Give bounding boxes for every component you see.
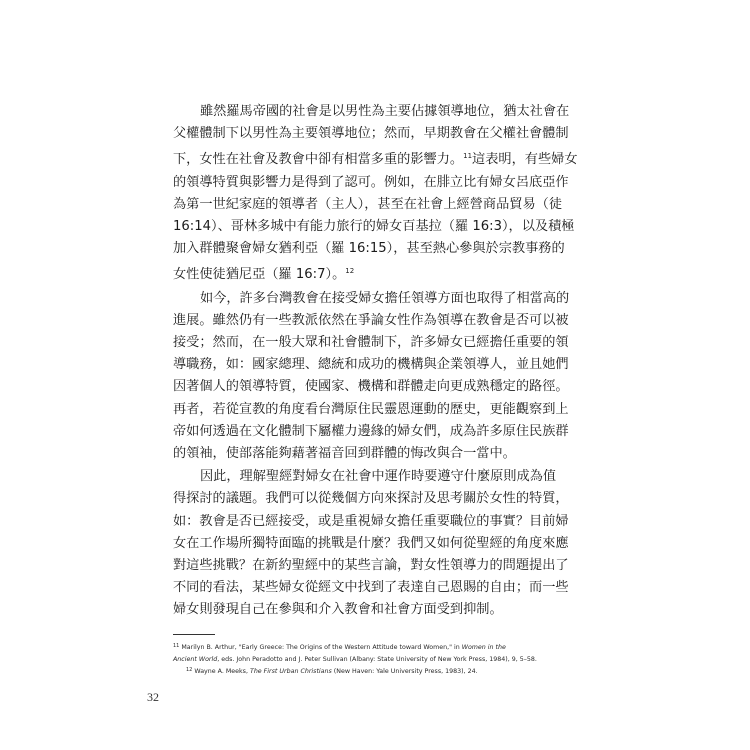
footnote-11 <box>173 641 593 654</box>
text-segment: 女性使徒猶尼亞（羅 16:7）。 <box>173 267 346 283</box>
paragraph-2 <box>173 288 583 466</box>
text-line: 再者，若從宣教的角度看台灣原住民靈恩運動的歷史，更能觀察到上 <box>173 401 569 417</box>
footnote-11-cont <box>173 654 593 666</box>
text-line: 如：教會是否已經接受，或是重視婦女擔任重要職位的事實？目前婦 <box>173 513 569 529</box>
body-text <box>173 101 583 622</box>
footnote-12 <box>173 665 593 678</box>
paragraph-1 <box>173 101 583 287</box>
footnote-number: 11 <box>173 643 180 649</box>
text-line: 為第一世紀家庭的領導者（主人），甚至在社會上經營商品貿易（徒 <box>173 196 563 212</box>
footnote-title: Ancient World <box>173 655 218 663</box>
text-line: 對這些挑戰？在新約聖經中的某些言論，對女性領導力的問題提出了 <box>173 558 569 574</box>
footnote-text: Wayne A. Meeks, <box>194 668 250 675</box>
text-line: 不同的看法，某些婦女從經文中找到了表達自己恩賜的自由；而一些 <box>173 580 569 596</box>
text-line: 婦女則發現自己在參與和介入教會和社會方面受到抑制。 <box>173 602 503 618</box>
text-line: 導職務，如：國家總理、總統和成功的機構與企業領導人，並且她們 <box>173 357 569 373</box>
text-line: 進展。雖然仍有一些教派依然在爭論女性作為領導在教會是否可以被 <box>173 312 569 328</box>
paragraph-3 <box>173 466 583 621</box>
text-line: 16:14）、哥林多城中有能力旅行的婦女百基拉（羅 16:3），以及積極 <box>173 219 575 235</box>
footnotes <box>173 641 593 678</box>
text-line: 接受；然而，在一般大眾和社會體制下，許多婦女已經擔任重要的領 <box>173 335 569 351</box>
text-line: 女在工作場所獨特面臨的挑戰是什麼？我們又如何從聖經的角度來應 <box>173 535 569 551</box>
text-line: 雖然羅馬帝國的社會是以男性為主要佔據領導地位，猶太社會在 <box>200 104 570 119</box>
text-line: 因此，理解聖經對婦女在社會中運作時要遵守什麼原則成為值 <box>200 469 557 485</box>
text-line: 的領袖，使部落能夠藉著福音回到群體的悔改與合一當中。 <box>173 446 516 462</box>
text-line <box>173 145 583 171</box>
text-line: 因著個人的領導特質，使國家、機構和群體走向更成熟穩定的路徑。 <box>173 379 569 395</box>
text-line: 的領導特質與影響力是得到了認可。例如，在腓立比有婦女呂底亞作 <box>173 174 569 190</box>
text-segment: 下，女性在社會及教會中卻有相當多重的影響力。 <box>173 152 464 168</box>
text-line: 帝如何透過在文化體制下屬權力邊緣的婦女們，成為許多原住民族群 <box>173 423 569 439</box>
text-segment: 這表明，有些婦女 <box>472 152 578 168</box>
footnote-text: Marilyn B. Arthur, "Early Greece: The Origins of the Western Attitude toward Women," in <box>181 644 462 651</box>
page-number: 32 <box>147 690 159 704</box>
footnote-text: , eds. John Peradotto and J. Peter Sullivan (Albany: State University of New York Press, 1984), 9, 5–58. <box>217 655 537 663</box>
text-line: 如今，許多台灣教會在接受婦女擔任領導方面也取得了相當高的 <box>200 290 570 306</box>
text-line: 父權體制下以男性為主要領導地位；然而，早期教會在父權社會體制 <box>173 126 569 142</box>
footnote-title: Women in the <box>461 644 506 651</box>
footnote-ref-11[interactable]: 11 <box>463 152 473 161</box>
footnote-ref-12[interactable]: 12 <box>345 267 355 276</box>
text-line <box>173 260 583 286</box>
footnote-number: 12 <box>186 667 193 673</box>
footnote-title: The First Urban Christians <box>249 668 332 675</box>
footnote-text: (New Haven: Yale University Press, 1983), 24. <box>331 668 478 675</box>
footnote-divider <box>173 634 215 635</box>
text-line: 得探討的議題。我們可以從幾個方向來探討及思考關於女性的特質， <box>173 491 569 507</box>
text-line: 加入群體聚會婦女猶利亞（羅 16:15），甚至熱心參與於宗教事務的 <box>173 241 565 257</box>
